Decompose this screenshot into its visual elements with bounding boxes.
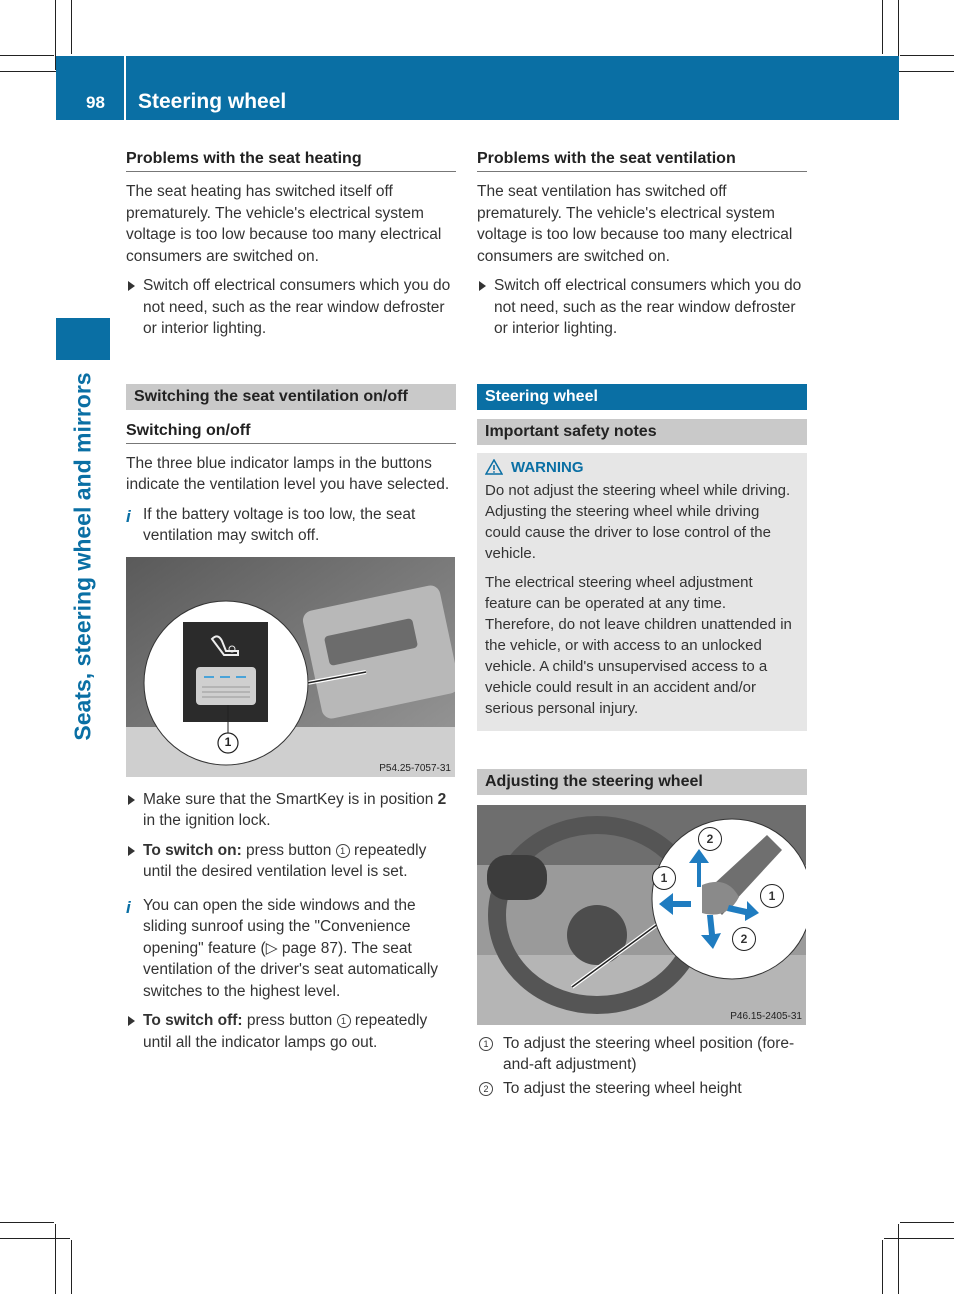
ventilation-problem-heading: Problems with the seat ventilation bbox=[477, 150, 807, 172]
left-column bbox=[126, 150, 456, 1061]
crop-mark bbox=[900, 55, 954, 56]
callout-1-right: 1 bbox=[760, 884, 784, 908]
steering-wheel-section-heading: Steering wheel bbox=[477, 384, 807, 410]
crop-mark bbox=[71, 0, 72, 54]
ventilation-section-heading: Switching the seat ventilation on/off bbox=[126, 384, 456, 410]
photo-callout: 1 bbox=[224, 734, 232, 749]
crop-mark bbox=[882, 0, 883, 54]
photo-reference: P46.15-2405-31 bbox=[730, 1010, 802, 1022]
crop-mark bbox=[71, 1240, 72, 1294]
steering-wheel-illustration bbox=[477, 805, 806, 1025]
heating-bullet: Switch off electrical consumers which you do not need, such as the rear window defroster or interior lighting. bbox=[126, 275, 456, 340]
legend-item: 1 To adjust the steering wheel position (fore-and-aft adjustment) bbox=[477, 1033, 807, 1076]
page-number: 98 bbox=[86, 93, 105, 112]
info-icon: i bbox=[126, 897, 131, 917]
battery-info-note: i If the battery voltage is too low, the seat ventilation may switch off. bbox=[126, 505, 416, 544]
heating-text: The seat heating has switched itself off prematurely. The vehicle's electrical system voltage is too low because too many electrical consumers are switched on. bbox=[126, 183, 442, 265]
callout-1-icon: 1 bbox=[337, 1014, 351, 1028]
callout-1-left: 1 bbox=[652, 866, 676, 890]
warning-heading: WARNING bbox=[485, 459, 799, 476]
crop-mark bbox=[0, 1238, 70, 1239]
switch-off-step: To switch off: press button 1 repeatedly until all the indicator lamps go out. bbox=[126, 1010, 456, 1053]
callout-1-icon: 1 bbox=[479, 1037, 493, 1051]
callout-2-bottom: 2 bbox=[732, 927, 756, 951]
legend-item: 2 To adjust the steering wheel height bbox=[477, 1078, 807, 1100]
steering-wheel-photo bbox=[477, 805, 806, 1025]
warning-triangle-icon bbox=[485, 459, 503, 475]
switch-on-step: To switch on: press button 1 repeatedly until the desired ventilation level is set. bbox=[126, 840, 456, 883]
adjusting-section-heading: Adjusting the steering wheel bbox=[477, 769, 807, 795]
crop-mark bbox=[55, 1224, 56, 1294]
chapter-tab bbox=[56, 318, 110, 360]
callout-2-top: 2 bbox=[698, 827, 722, 851]
switching-heading: Switching on/off bbox=[126, 422, 456, 444]
chapter-title: Seats, steering wheel and mirrors bbox=[69, 371, 96, 741]
callout-1-icon: 1 bbox=[336, 844, 350, 858]
ventilation-problem-bullet: Switch off electrical consumers which you do not need, such as the rear window defroster or interior lighting. bbox=[477, 275, 807, 340]
safety-notes-heading: Important safety notes bbox=[477, 419, 807, 445]
header-divider bbox=[124, 56, 126, 120]
crop-mark bbox=[898, 1224, 899, 1294]
photo-reference: P54.25-7057-31 bbox=[379, 762, 451, 774]
heating-heading: Problems with the seat heating bbox=[126, 150, 456, 172]
warning-text-2: The electrical steering wheel adjustment feature can be operated at any time. Therefore, do not leave children unattended in the vehicle, or with access to an unlocked vehicle. A child's unsupervised access to a vehicle could result in an accident and/or serious personal injury. bbox=[485, 573, 792, 717]
smartkey-step: Make sure that the SmartKey is in position 2 in the ignition lock. bbox=[126, 789, 456, 832]
callout-2-icon: 2 bbox=[479, 1082, 493, 1096]
info-icon: i bbox=[126, 506, 131, 526]
seat-ventilation-illustration bbox=[126, 557, 455, 777]
switching-text: The three blue indicator lamps in the buttons indicate the ventilation level you have selected. bbox=[126, 454, 450, 493]
crop-mark bbox=[0, 55, 54, 56]
ventilation-problem-text: The seat ventilation has switched off prematurely. The vehicle's electrical system voltage is too low because too many electrical consumers are switched on. bbox=[477, 183, 793, 265]
right-column bbox=[477, 150, 807, 1101]
seat-ventilation-photo bbox=[126, 557, 455, 777]
warning-box bbox=[477, 453, 807, 731]
crop-mark bbox=[900, 1222, 954, 1223]
warning-text-1: Do not adjust the steering wheel while driving. Adjusting the steering wheel while driving could cause the driver to lose control of the vehicle. bbox=[485, 481, 791, 562]
crop-mark bbox=[882, 1240, 883, 1294]
page-title: Steering wheel bbox=[138, 90, 287, 113]
crop-mark bbox=[0, 1222, 54, 1223]
crop-mark bbox=[884, 1238, 954, 1239]
convenience-info-note: i You can open the side windows and the sliding sunroof using the "Convenience opening" feature (▷ page 87). The seat ventilation of the driver's seat automatically switches to the highest level. bbox=[126, 896, 439, 1000]
